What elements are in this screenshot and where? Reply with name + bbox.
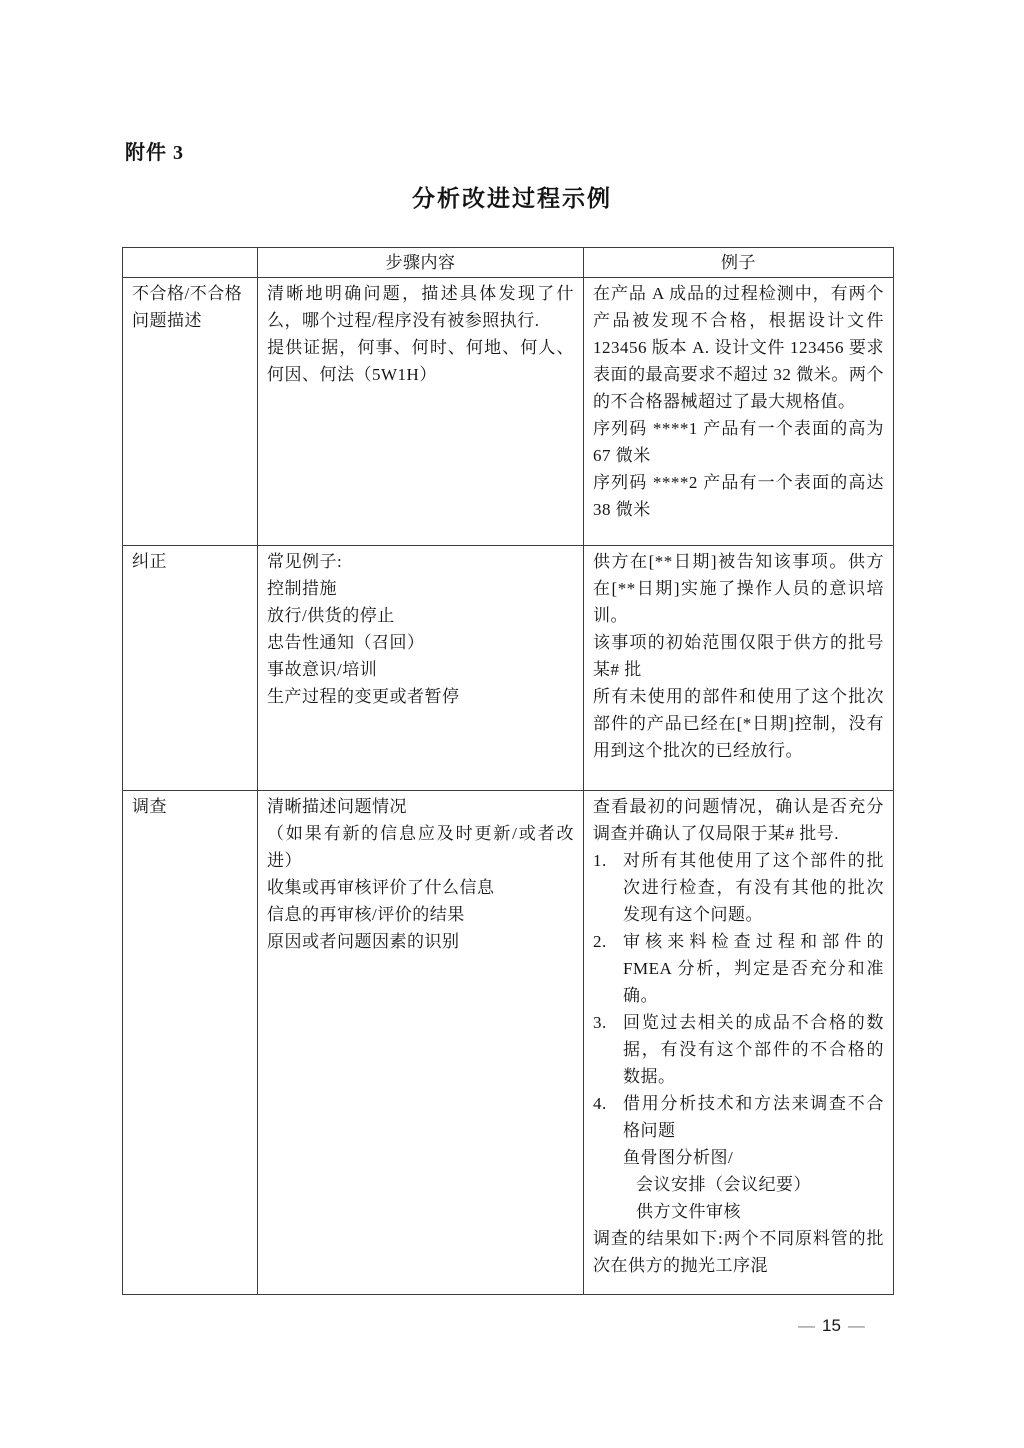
example-cell	[584, 546, 894, 791]
list-item-text: 借用分析技术和方法来调查不合格问题	[623, 1094, 884, 1140]
example-paragraph: 序列码 ****2 产品有一个表面的高达 38 微米	[593, 473, 884, 519]
header-cell-content: 步骤内容	[258, 248, 584, 278]
table-row-investigation	[123, 791, 894, 1295]
example-intro: 查看最初的问题情况，确认是否充分调查并确认了仅局限于某# 批号.	[593, 797, 884, 843]
content-paragraph: 清晰地明确问题，描述具体发现了什么，哪个过程/程序没有被参照执行.	[267, 284, 574, 330]
step-cell	[123, 278, 258, 546]
content-line: 事故意识/培训	[267, 660, 378, 679]
attachment-label: 附件 3	[125, 142, 184, 164]
list-item-text: 审核来料检查过程和部件的 FMEA 分析，判定是否充分和准确。	[623, 932, 884, 1005]
list-sub-line: 会议安排（会议纪要）	[636, 1175, 811, 1194]
page-number	[791, 1316, 872, 1336]
example-cell	[584, 791, 894, 1295]
content-cell	[258, 546, 584, 791]
content-line: 控制措施	[267, 579, 337, 598]
page-number-dash: —	[798, 1316, 815, 1335]
list-item-number: 4.	[593, 1094, 607, 1113]
page-number-dash: —	[847, 1316, 865, 1335]
example-paragraph: 该事项的初始范围仅限于供方的批号某# 批	[593, 633, 884, 679]
header-cell-step	[123, 248, 258, 278]
content-line: 信息的再审核/评价的结果	[267, 905, 465, 924]
list-item-number: 1.	[593, 851, 607, 870]
example-paragraph: 供方在[**日期]被告知该事项。供方在[**日期]实施了操作人员的意识培训。	[593, 552, 884, 625]
content-cell	[258, 278, 584, 546]
list-item	[593, 847, 884, 928]
list-sub-line: 供方文件审核	[636, 1202, 741, 1221]
table-header-row	[123, 248, 894, 278]
list-sub-line: 鱼骨图分析图/	[623, 1148, 734, 1167]
content-line: 清晰描述问题情况	[267, 797, 407, 816]
content-cell	[258, 791, 584, 1295]
list-item-number: 3.	[593, 1013, 607, 1032]
header-cell-example: 例子	[584, 248, 894, 278]
list-item	[593, 928, 884, 1009]
list-item	[593, 1009, 884, 1090]
content-line: 生产过程的变更或者暂停	[267, 687, 460, 706]
list-item-text: 回览过去相关的成品不合格的数据，有没有这个部件的不合格的数据。	[623, 1013, 884, 1086]
process-table	[122, 247, 894, 1295]
table-row-nonconformity-description	[123, 278, 894, 546]
step-label: 调查	[132, 797, 167, 816]
example-paragraph: 序列码 ****1 产品有一个表面的高为 67 微米	[593, 419, 884, 465]
example-outro: 调查的结果如下:两个不同原料管的批次在供方的抛光工序混	[593, 1229, 884, 1275]
list-item-number: 2.	[593, 932, 607, 951]
example-cell	[584, 278, 894, 546]
content-paragraph: 提供证据，何事、何时、何地、何人、何因、何法（5W1H）	[267, 338, 574, 384]
content-line: 原因或者问题因素的识别	[267, 932, 460, 951]
step-cell	[123, 791, 258, 1295]
step-cell	[123, 546, 258, 791]
page-number-value: 15	[822, 1316, 841, 1335]
step-label: 纠正	[132, 552, 167, 571]
example-paragraph: 所有未使用的部件和使用了这个批次部件的产品已经在[*日期]控制，没有用到这个批次的已经放行。	[593, 687, 884, 760]
content-line: 收集或再审核评价了什么信息	[267, 878, 495, 897]
step-label: 不合格/不合格问题描述	[132, 284, 243, 330]
content-line: 常见例子:	[267, 552, 343, 571]
content-line: 放行/供货的停止	[267, 606, 395, 625]
list-item-text: 对所有其他使用了这个部件的批次进行检查，有没有其他的批次发现有这个问题。	[623, 851, 884, 924]
content-line: （如果有新的信息应及时更新/或者改进）	[267, 824, 574, 870]
table-row-correction	[123, 546, 894, 791]
list-item	[593, 1090, 884, 1144]
content-line: 忠告性通知（召回）	[267, 633, 425, 652]
page-title: 分析改进过程示例	[412, 186, 612, 211]
example-paragraph: 在产品 A 成品的过程检测中，有两个产品被发现不合格，根据设计文件 123456 版本 A. 设计文件 123456 要求表面的最高要求不超过 32 微米。两个的不合格器械超过了最大规格值。	[593, 284, 884, 411]
